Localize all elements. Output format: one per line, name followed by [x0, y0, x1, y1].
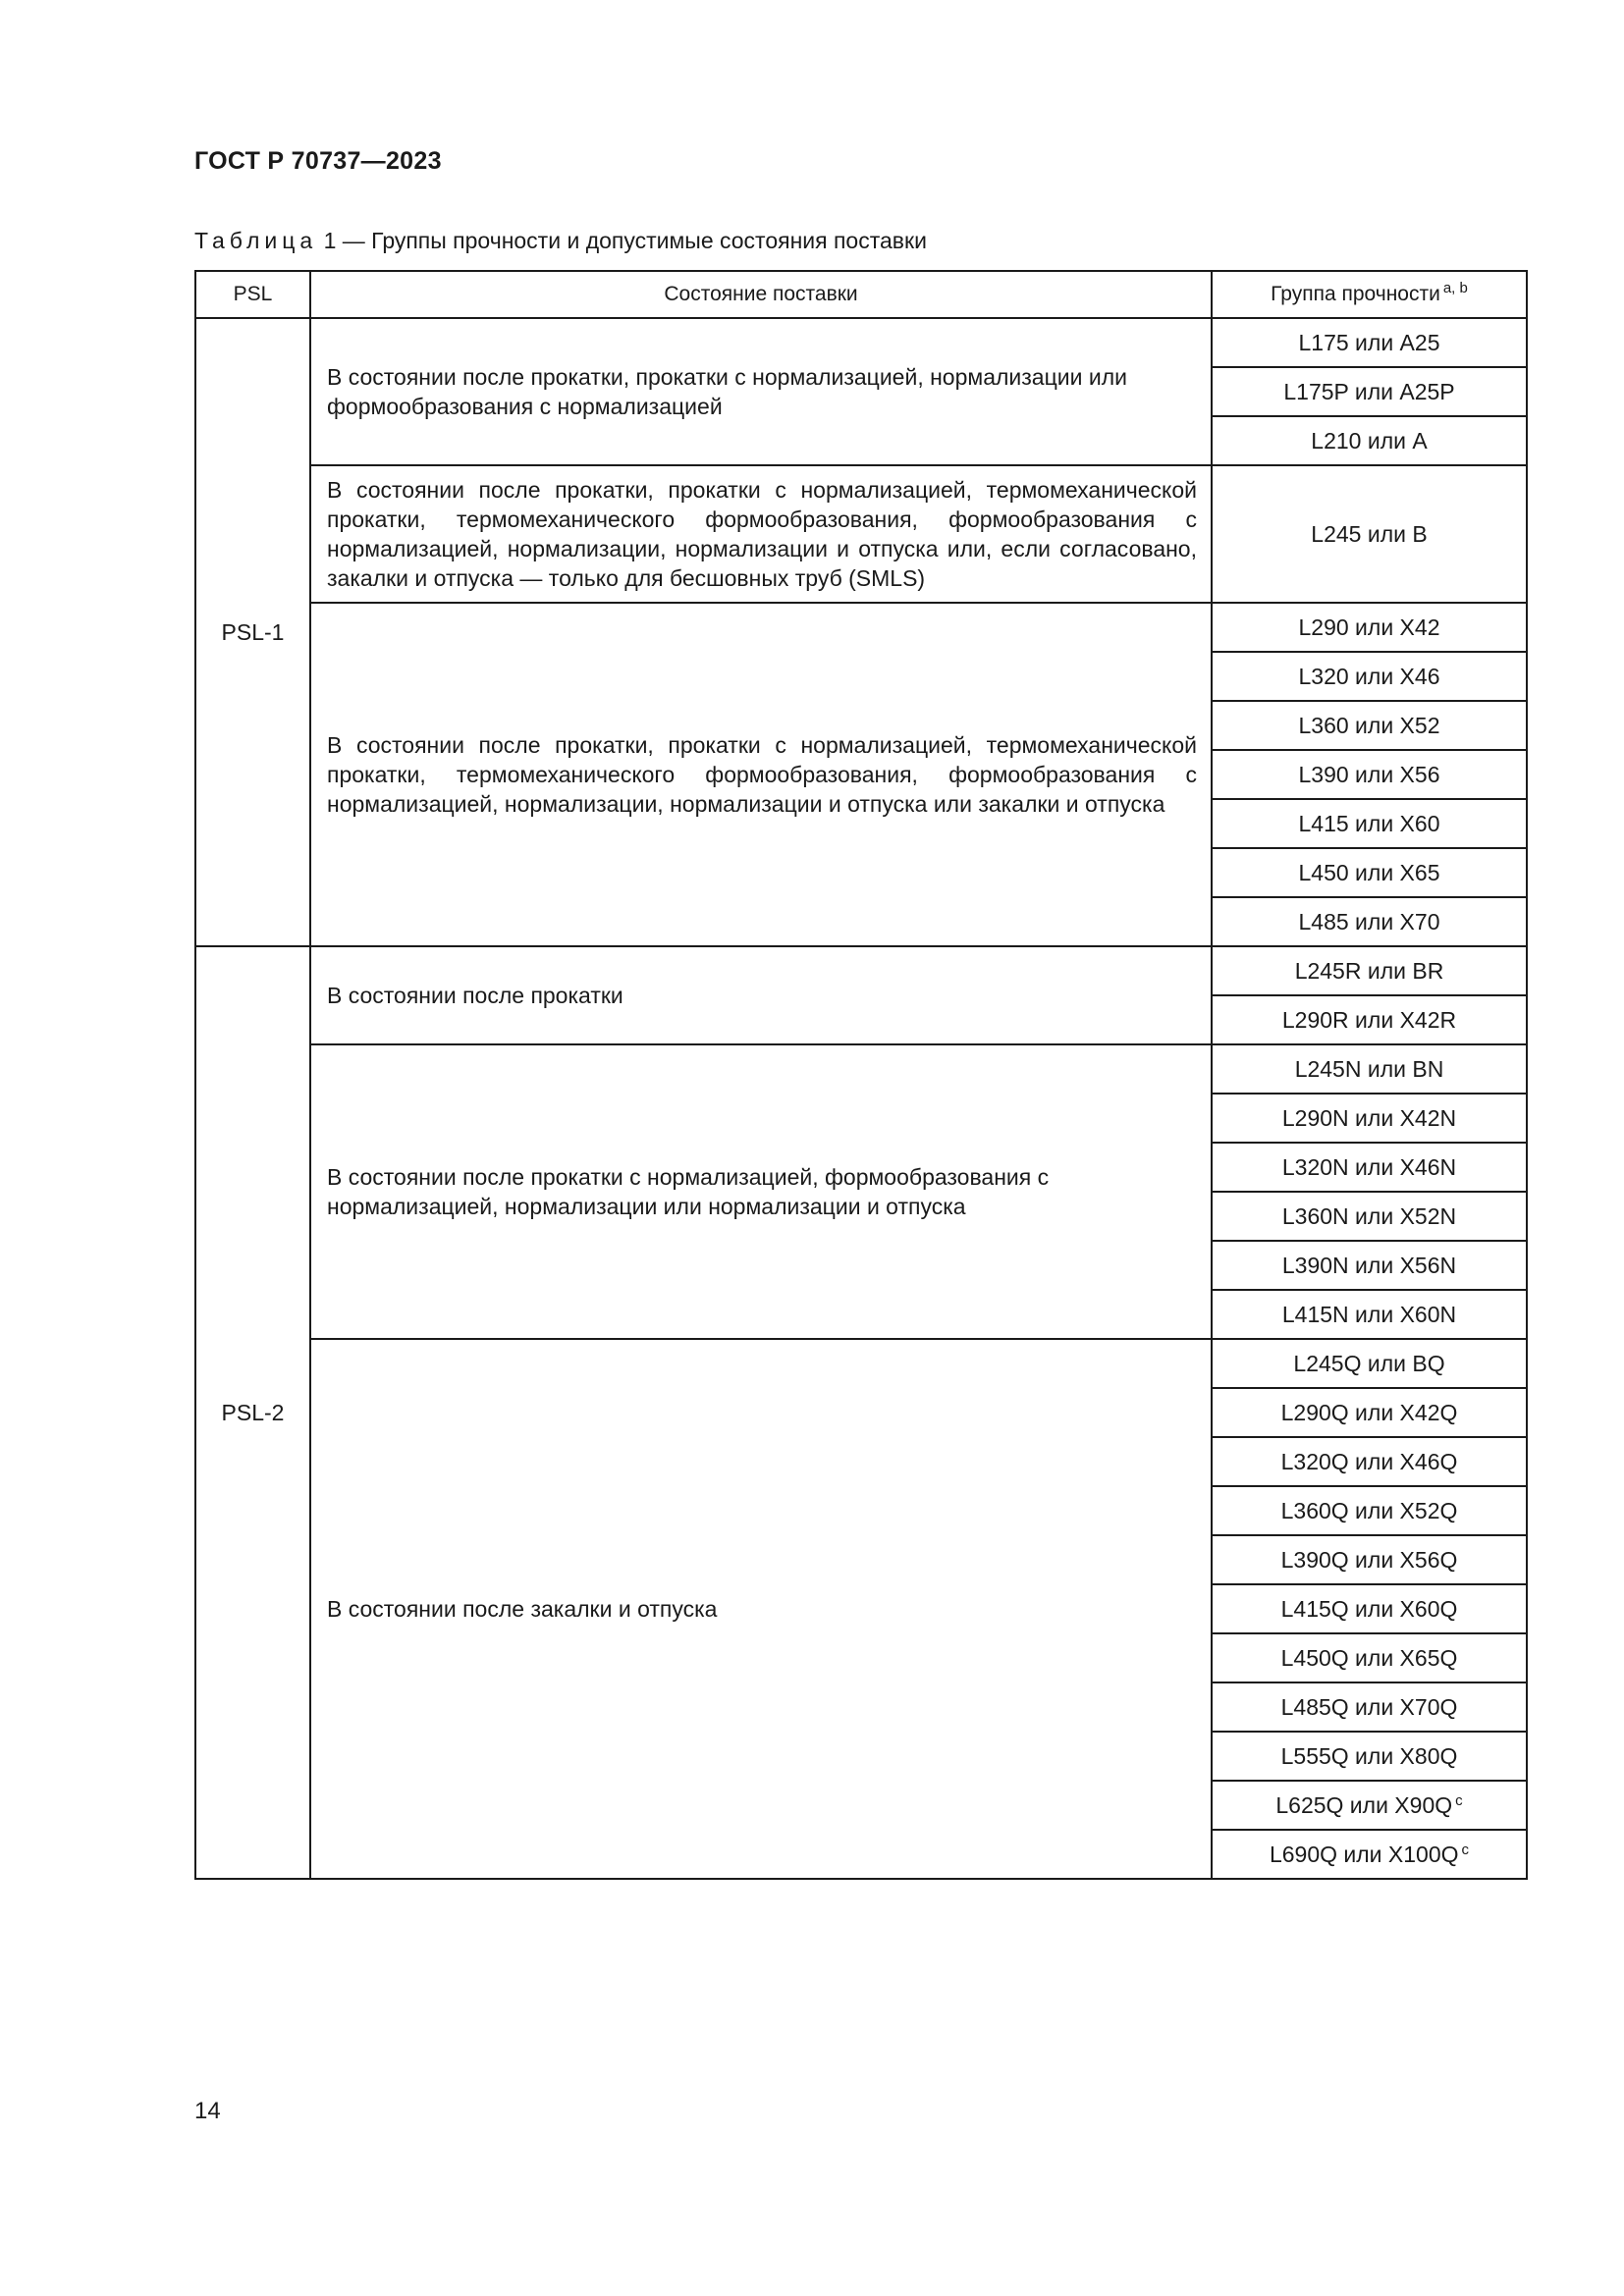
grade-cell: L555Q или X80Q: [1212, 1732, 1527, 1781]
strength-groups-table: [194, 270, 1528, 1880]
grade-cell-label: L625Q или X90Q: [1275, 1791, 1453, 1818]
grade-cell: L450Q или X65Q: [1212, 1633, 1527, 1682]
grade-cell: L175P или A25P: [1212, 367, 1527, 416]
grade-cell: L320Q или X46Q: [1212, 1437, 1527, 1486]
document-header: ГОСТ Р 70737—2023: [194, 147, 442, 175]
grade-cell: L245N или BN: [1212, 1044, 1527, 1094]
psl-2-condition-3: В состоянии после закалки и отпуска: [310, 1339, 1212, 1879]
grade-cell: L415 или X60: [1212, 799, 1527, 848]
grade-cell: L290R или X42R: [1212, 995, 1527, 1044]
grade-cell: L290Q или X42Q: [1212, 1388, 1527, 1437]
header-grade-label: Группа прочности: [1271, 283, 1440, 305]
grade-cell: L360 или X52: [1212, 701, 1527, 750]
grade-cell: L450 или X65: [1212, 848, 1527, 897]
grade-cell: L245R или BR: [1212, 946, 1527, 995]
table-row: [195, 318, 1527, 367]
psl-2-label: PSL-2: [195, 946, 310, 1879]
grade-footnote-c: c: [1455, 1791, 1463, 1809]
grade-cell: L360Q или X52Q: [1212, 1486, 1527, 1535]
grade-cell: L175 или A25: [1212, 318, 1527, 367]
grade-cell: L290 или X42: [1212, 603, 1527, 652]
table-row: [195, 1339, 1527, 1388]
grade-cell: L485Q или X70Q: [1212, 1682, 1527, 1732]
grade-cell: L390N или X56N: [1212, 1241, 1527, 1290]
header-grade: [1212, 271, 1527, 318]
grade-cell: L390Q или X56Q: [1212, 1535, 1527, 1584]
psl-1-condition-1: В состоянии после прокатки, прокатки с нормализацией, нормализации или формообразования с нормализацией: [310, 318, 1212, 465]
header-grade-footnote: a, b: [1442, 280, 1468, 296]
psl-1-condition-2: В состоянии после прокатки, прокатки с нормализацией, термомеханической прокатки, термомеханического формообразования, формообразования с нормализацией, нормализации, нормализации и отпуска или, если согласовано, закалки и отпуска — только для бесшовных труб (SMLS): [310, 465, 1212, 603]
grade-cell: L245 или B: [1212, 465, 1527, 603]
psl-2-condition-2: В состоянии после прокатки с нормализацией, формообразования с нормализацией, нормализации или нормализации и отпуска: [310, 1044, 1212, 1339]
table-caption-prefix: Таблица: [194, 228, 318, 253]
grade-footnote-c: c: [1461, 1841, 1470, 1858]
grade-cell: L360N или X52N: [1212, 1192, 1527, 1241]
table-caption-text: 1 — Группы прочности и допустимые состояния поставки: [317, 228, 927, 253]
psl-1-condition-3: В состоянии после прокатки, прокатки с нормализацией, термомеханической прокатки, термомеханического формообразования, формообразования с нормализацией, нормализации, нормализации и отпуска или закалки и отпуска: [310, 603, 1212, 946]
table-row: [195, 1044, 1527, 1094]
grade-cell: [1212, 1781, 1527, 1830]
header-psl: PSL: [195, 271, 310, 318]
grade-cell: L320N или X46N: [1212, 1143, 1527, 1192]
grade-cell: L485 или X70: [1212, 897, 1527, 946]
grade-cell: L415Q или X60Q: [1212, 1584, 1527, 1633]
page-number: 14: [194, 2098, 221, 2124]
table-row: [195, 603, 1527, 652]
grade-cell: L290N или X42N: [1212, 1094, 1527, 1143]
table-header-row: [195, 271, 1527, 318]
grade-cell: L390 или X56: [1212, 750, 1527, 799]
grade-cell: [1212, 1830, 1527, 1879]
table-row: [195, 946, 1527, 995]
header-condition: Состояние поставки: [310, 271, 1212, 318]
table-caption: [194, 228, 927, 254]
grade-cell: L320 или X46: [1212, 652, 1527, 701]
grade-cell: L245Q или BQ: [1212, 1339, 1527, 1388]
psl-1-label: PSL-1: [195, 318, 310, 946]
grade-cell: L210 или A: [1212, 416, 1527, 465]
grade-cell: L415N или X60N: [1212, 1290, 1527, 1339]
psl-2-condition-1: В состоянии после прокатки: [310, 946, 1212, 1044]
table-row: [195, 465, 1527, 603]
grade-cell-label: L690Q или X100Q: [1269, 1841, 1459, 1867]
